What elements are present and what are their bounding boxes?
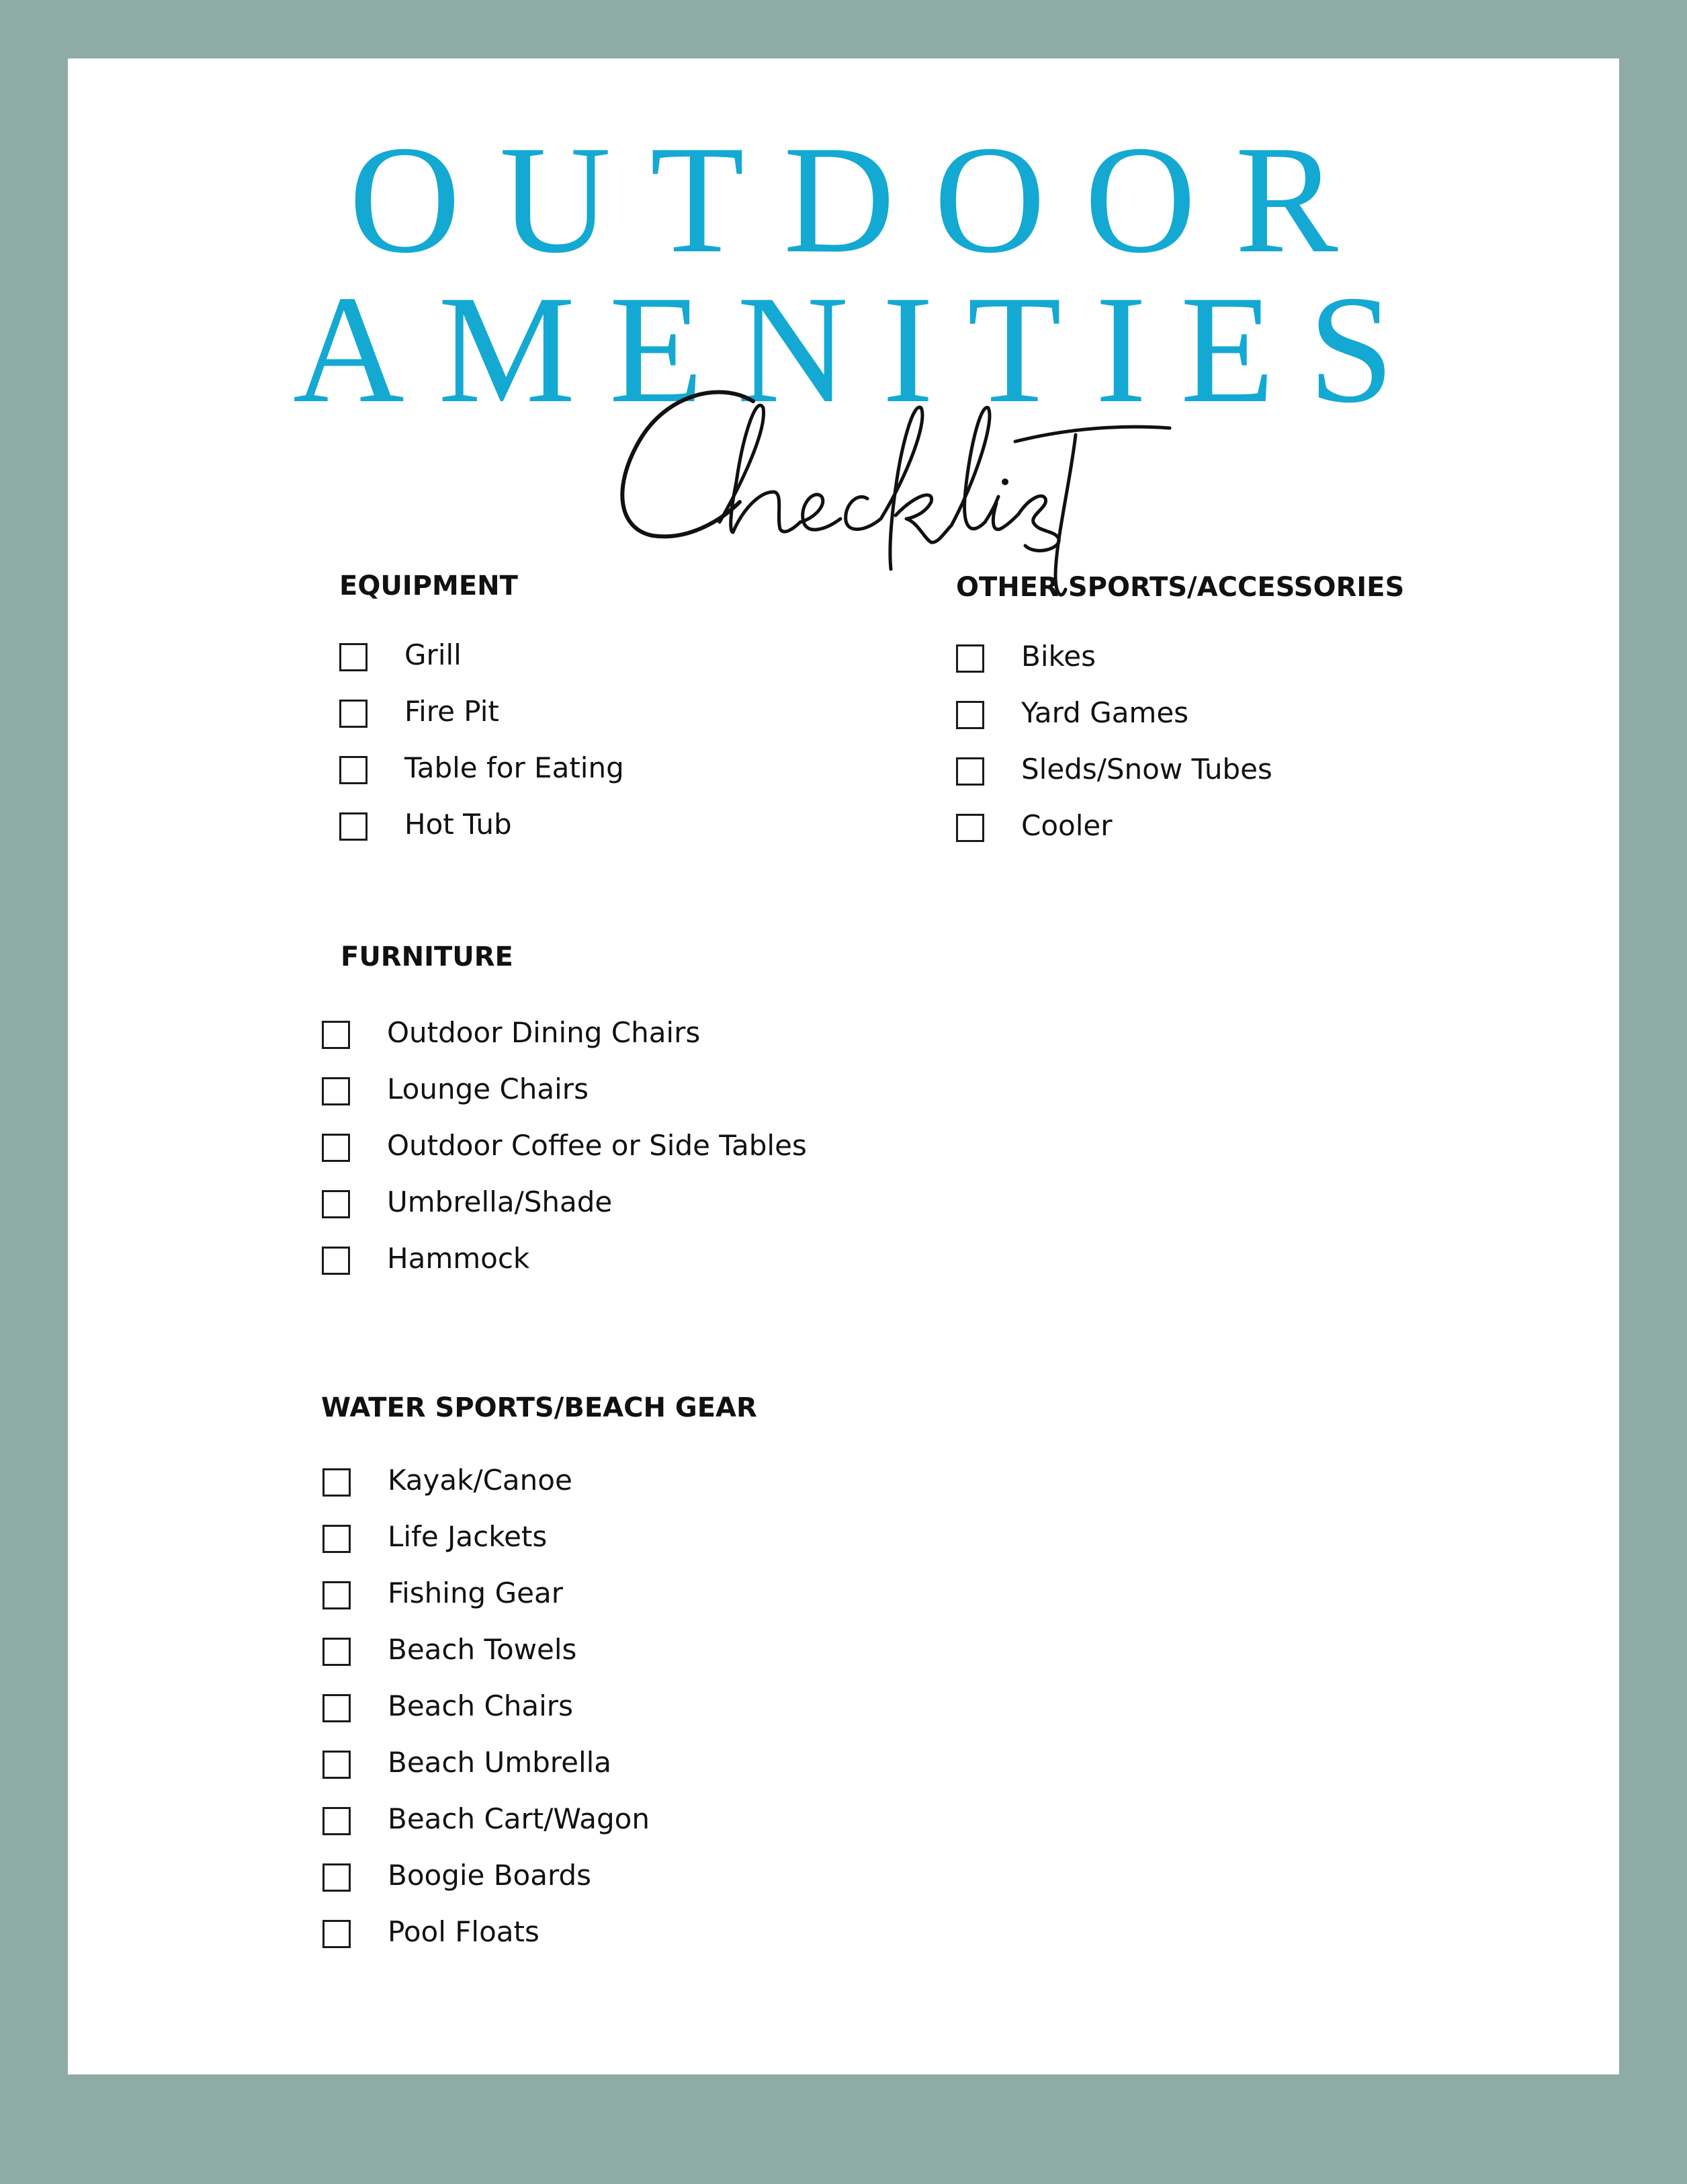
checkbox[interactable] <box>322 1021 350 1049</box>
checkbox[interactable] <box>339 643 367 671</box>
item-label: Grill <box>404 638 462 671</box>
section-heading-equipment: EQUIPMENT <box>339 571 518 601</box>
checkbox[interactable] <box>339 812 367 841</box>
section-heading-water-sports: WATER SPORTS/BEACH GEAR <box>321 1392 757 1423</box>
item-label: Beach Umbrella <box>388 1745 612 1779</box>
item-label: Beach Chairs <box>388 1689 573 1722</box>
item-label: Pool Floats <box>388 1915 539 1948</box>
checkbox[interactable] <box>322 1247 350 1275</box>
section-heading-other-sports: OTHER SPORTS/ACCESSORIES <box>956 572 1405 603</box>
item-label: Bikes <box>1021 639 1096 673</box>
checkbox[interactable] <box>322 1525 351 1553</box>
item-label: Sleds/Snow Tubes <box>1021 752 1272 786</box>
item-label: Hot Tub <box>404 807 512 841</box>
list-item <box>322 1230 807 1286</box>
item-label: Boogie Boards <box>388 1858 592 1892</box>
checkbox[interactable] <box>956 814 984 842</box>
other-sports-list <box>956 628 1404 853</box>
checkbox[interactable] <box>339 700 367 728</box>
item-label: Beach Cart/Wagon <box>388 1802 650 1835</box>
checkbox[interactable] <box>322 1468 351 1497</box>
checkbox[interactable] <box>322 1694 351 1722</box>
title-line-2: AMENITIES <box>292 263 1428 435</box>
item-label: Fishing Gear <box>388 1576 563 1609</box>
item-label: Life Jackets <box>388 1519 548 1553</box>
checkbox[interactable] <box>322 1077 350 1105</box>
checkbox[interactable] <box>322 1863 351 1892</box>
list-item <box>322 1060 807 1117</box>
list-item <box>322 1847 757 1903</box>
checkbox[interactable] <box>322 1581 351 1609</box>
title-line-1: OUTDOOR <box>349 114 1377 285</box>
item-label: Kayak/Canoe <box>388 1463 572 1497</box>
item-label: Beach Towels <box>388 1632 577 1666</box>
checkbox[interactable] <box>956 701 984 729</box>
list-item <box>339 796 624 852</box>
section-furniture <box>341 940 807 1286</box>
item-label: Umbrella/Shade <box>387 1185 613 1218</box>
checkbox[interactable] <box>339 756 367 784</box>
section-heading-furniture: FURNITURE <box>341 941 513 972</box>
list-item <box>322 1508 757 1564</box>
item-label: Lounge Chairs <box>387 1072 589 1105</box>
item-label: Table for Eating <box>404 751 624 784</box>
checkbox[interactable] <box>322 1134 350 1162</box>
list-item <box>322 1564 757 1621</box>
list-item <box>322 1734 757 1790</box>
checkbox[interactable] <box>322 1751 351 1779</box>
item-label: Yard Games <box>1021 696 1189 729</box>
list-item <box>956 684 1404 741</box>
checkbox[interactable] <box>322 1920 351 1948</box>
water-sports-list <box>322 1452 757 1960</box>
item-label: Hammock <box>387 1241 530 1275</box>
list-item <box>339 739 624 796</box>
checkbox[interactable] <box>322 1807 351 1835</box>
checkbox[interactable] <box>956 757 984 786</box>
item-label: Outdoor Dining Chairs <box>387 1015 701 1049</box>
checkbox[interactable] <box>322 1190 350 1218</box>
list-item <box>956 741 1404 797</box>
list-item <box>322 1903 757 1960</box>
section-other-sports <box>956 571 1404 853</box>
item-label: Outdoor Coffee or Side Tables <box>387 1128 807 1162</box>
list-item <box>339 626 624 683</box>
checkbox[interactable] <box>956 644 984 673</box>
item-label: Fire Pit <box>404 694 499 728</box>
item-label: Cooler <box>1021 808 1113 842</box>
list-item <box>322 1452 757 1508</box>
furniture-list <box>322 1004 807 1286</box>
section-equipment <box>339 569 624 852</box>
list-item <box>339 683 624 739</box>
section-water-sports <box>321 1391 757 1960</box>
list-item <box>322 1621 757 1677</box>
list-item <box>322 1790 757 1847</box>
checklist-sheet <box>68 58 1619 2074</box>
list-item <box>322 1004 807 1060</box>
checkbox[interactable] <box>322 1638 351 1666</box>
equipment-list <box>339 626 624 852</box>
list-item <box>322 1117 807 1173</box>
list-item <box>322 1173 807 1230</box>
list-item <box>956 628 1404 684</box>
list-item <box>322 1677 757 1734</box>
list-item <box>956 797 1404 853</box>
